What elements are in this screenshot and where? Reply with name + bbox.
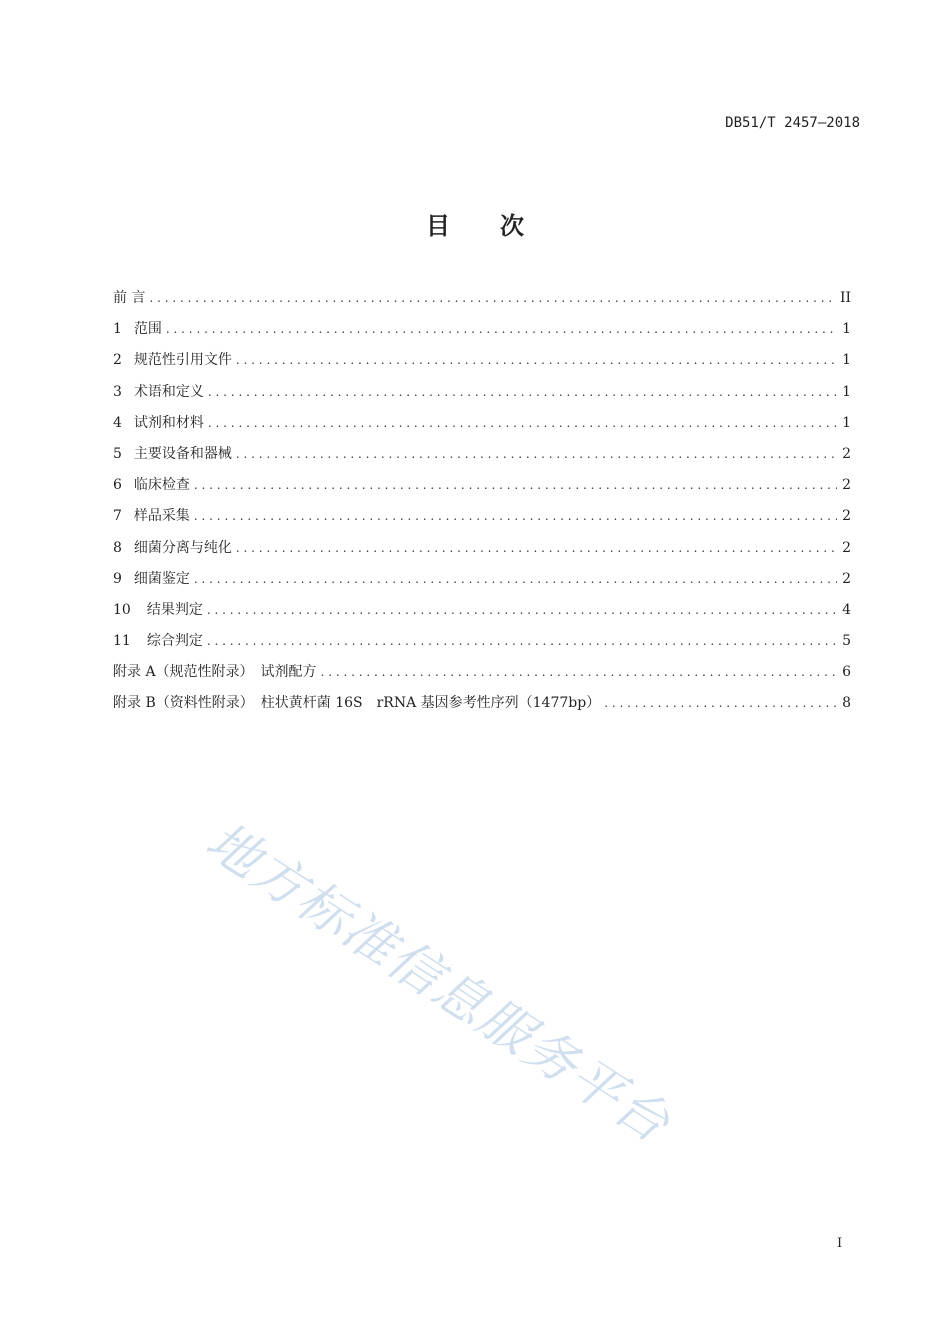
toc-entry-number: 4: [113, 414, 122, 431]
toc-leader-dots: [194, 564, 837, 595]
toc-entry-number: 1: [113, 321, 122, 338]
toc-entry-number: 5: [113, 445, 122, 462]
toc-entry-page: 1: [842, 321, 851, 338]
toc-entry-foreword[interactable]: [113, 283, 851, 314]
toc-entry-page: 2: [842, 477, 851, 494]
toc-leader-dots: [194, 501, 837, 532]
toc-entry-1[interactable]: [113, 314, 851, 345]
standard-number: DB51/T 2457—2018: [725, 115, 860, 131]
toc-entry-label: 样品采集: [133, 508, 190, 525]
toc-entry-number: 7: [113, 508, 122, 525]
toc-entry-label: 细菌分离与纯化: [133, 539, 232, 556]
toc-entry-7[interactable]: [113, 501, 851, 532]
toc-title: [0, 206, 950, 241]
toc-leader-dots: [236, 345, 837, 376]
watermark: 地方标准信息服务平台: [195, 810, 681, 1156]
toc-entry-label: 术语和定义: [133, 383, 204, 400]
toc-leader-dots: [166, 314, 837, 345]
page-number: I: [837, 1236, 843, 1251]
toc-entry-label: 主要设备和器械: [133, 445, 232, 462]
toc-leader-dots: [207, 626, 837, 657]
toc-entry-4[interactable]: [113, 408, 851, 439]
toc-entry-6[interactable]: [113, 470, 851, 501]
toc-entry-number: 9: [113, 570, 122, 587]
toc-leader-dots: [604, 688, 837, 719]
toc-entry-page: 1: [842, 383, 851, 400]
toc-entry-number: 8: [113, 539, 122, 556]
toc-entry-number: 11: [113, 633, 131, 650]
toc-entry-page: 6: [842, 664, 851, 681]
toc-entry-label: 规范性引用文件: [133, 352, 232, 369]
toc-entry-page: 2: [842, 445, 851, 462]
toc-entry-label: 综合判定: [146, 633, 203, 650]
toc-entry-label: 范围: [133, 321, 162, 338]
toc-entry-label: 结果判定: [146, 601, 203, 618]
toc-entry-label: 附录 A（规范性附录） 试剂配方: [113, 664, 317, 681]
toc-entry-appendix-b[interactable]: [113, 688, 851, 719]
toc-entry-label: 附录 B（资料性附录） 柱状黄杆菌 16S rRNA 基因参考性序列（1477bp）: [113, 695, 601, 712]
toc-leader-dots: [321, 657, 837, 688]
toc-entry-label: 前 言: [113, 290, 146, 306]
toc-entry-10[interactable]: [113, 595, 851, 626]
toc-entry-number: 3: [113, 383, 122, 400]
toc-entry-page: II: [839, 290, 851, 306]
toc-list: [113, 283, 851, 720]
toc-entry-5[interactable]: [113, 439, 851, 470]
toc-entry-page: 8: [842, 695, 851, 712]
toc-entry-page: 1: [842, 352, 851, 369]
toc-leader-dots: [194, 470, 837, 501]
toc-title-char-2: 次: [500, 212, 524, 240]
toc-entry-number: 6: [113, 477, 122, 494]
toc-entry-appendix-a[interactable]: [113, 657, 851, 688]
toc-title-char-1: 目: [426, 212, 450, 240]
toc-entry-3[interactable]: [113, 377, 851, 408]
toc-entry-2[interactable]: [113, 345, 851, 376]
toc-entry-page: 4: [842, 601, 851, 618]
toc-entry-label: 试剂和材料: [133, 414, 204, 431]
toc-entry-11[interactable]: [113, 626, 851, 657]
toc-leader-dots: [149, 283, 835, 314]
toc-leader-dots: [236, 439, 837, 470]
toc-entry-label: 临床检查: [133, 477, 190, 494]
toc-entry-8[interactable]: [113, 533, 851, 564]
toc-entry-label: 细菌鉴定: [133, 570, 190, 587]
toc-entry-page: 1: [842, 414, 851, 431]
toc-entry-page: 2: [842, 508, 851, 525]
toc-entry-number: 10: [113, 601, 131, 618]
toc-entry-9[interactable]: [113, 564, 851, 595]
toc-entry-page: 2: [842, 570, 851, 587]
toc-entry-number: 2: [113, 352, 122, 369]
toc-leader-dots: [236, 533, 837, 564]
toc-leader-dots: [208, 408, 837, 439]
toc-entry-page: 5: [842, 633, 851, 650]
toc-entry-page: 2: [842, 539, 851, 556]
toc-leader-dots: [207, 595, 837, 626]
toc-leader-dots: [208, 377, 837, 408]
